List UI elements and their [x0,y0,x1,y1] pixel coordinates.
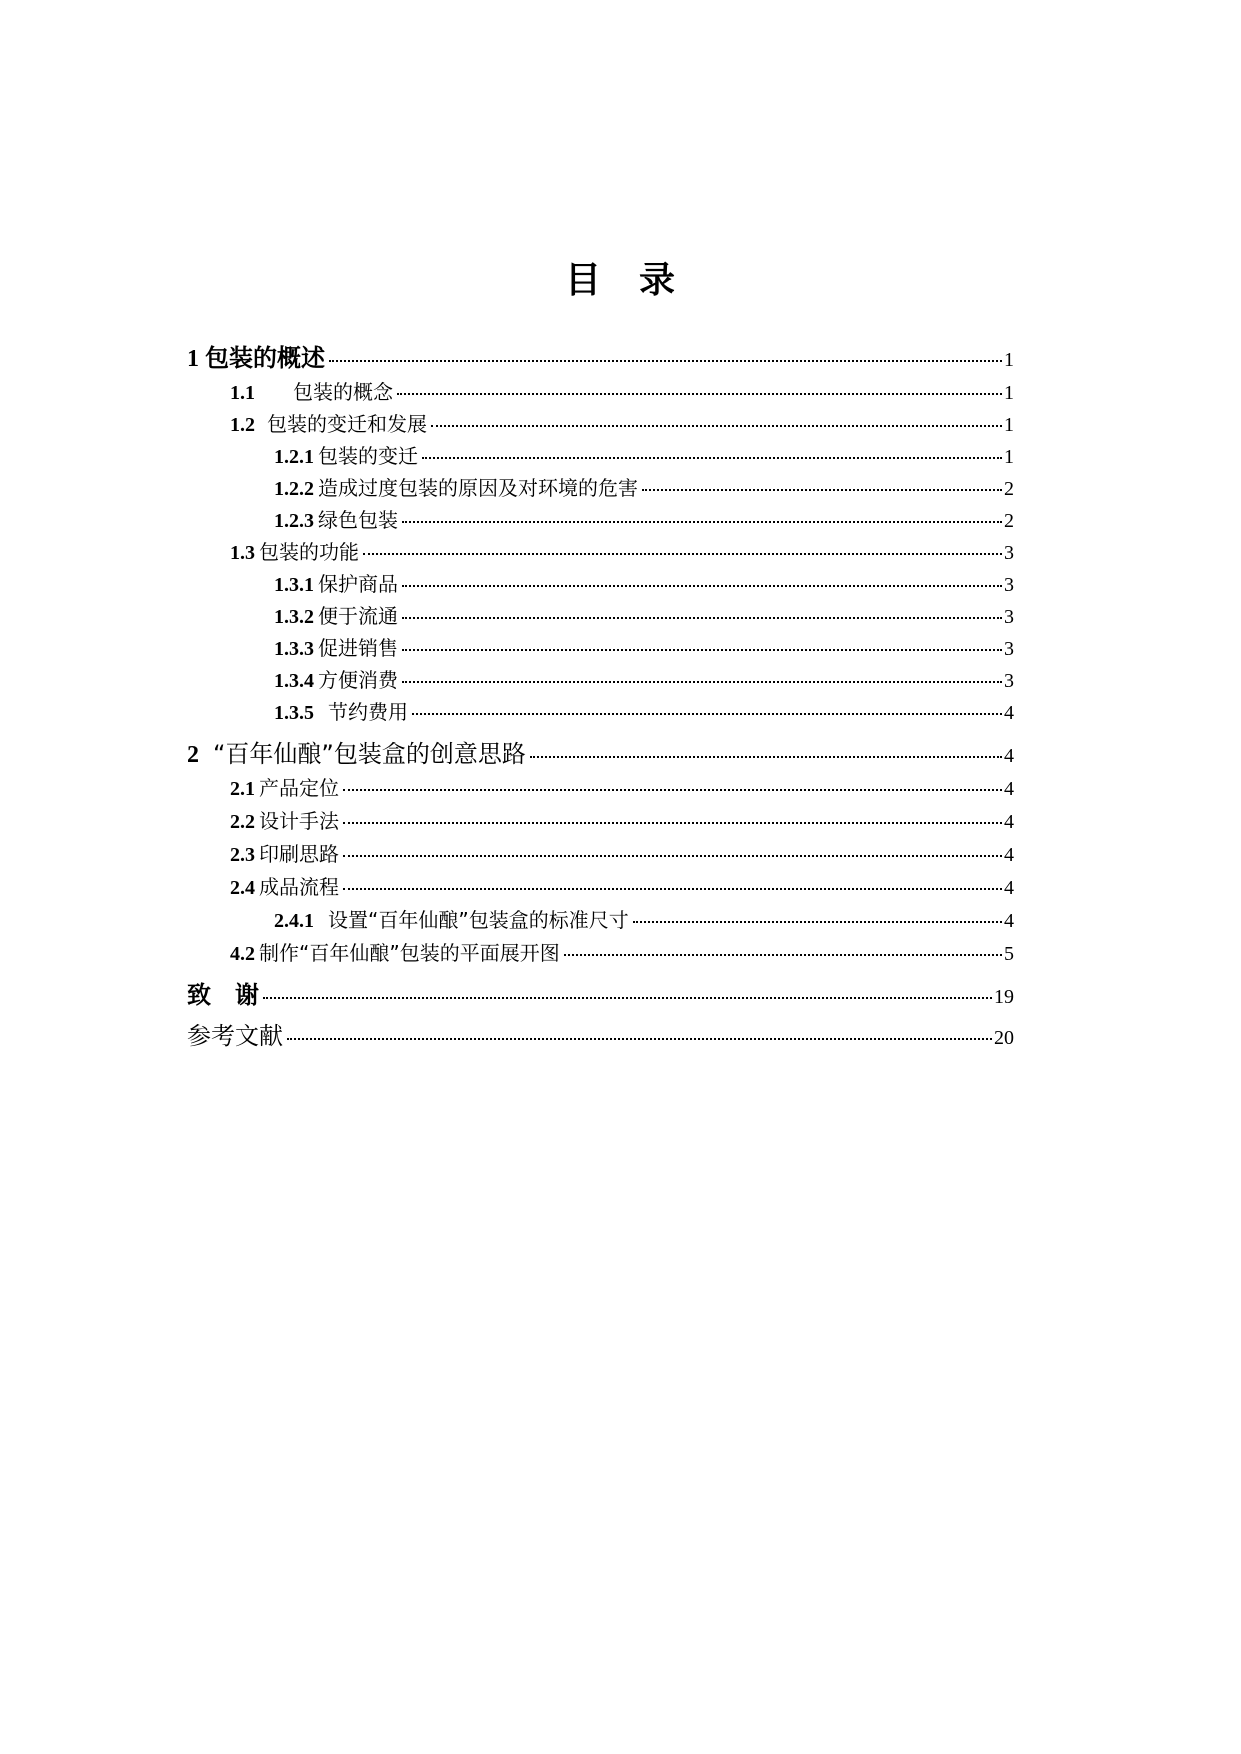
toc-leader-dots [329,360,1002,362]
toc-leader-dots [343,822,1002,824]
toc-entry-number: 1.2.2 [274,478,314,500]
toc-leader-dots [343,855,1002,857]
toc-leader-dots [402,649,1002,651]
toc-entry-page: 4 [1004,745,1014,767]
toc-entry-title: 包装的概述 [205,344,325,372]
toc-entry-title: 绿色包装 [318,508,398,532]
toc-entry-title: 包装的变迁 [318,444,418,468]
toc-entry-page: 4 [1004,910,1014,932]
toc-entry-page: 2 [1004,478,1014,500]
toc-leader-dots [633,921,1002,923]
toc-entry-title: 制作“百年仙酿”包装的平面展开图 [259,941,560,965]
toc-entry-number: 2 [187,742,199,768]
toc-entry-title: 方便消费 [318,668,398,692]
toc-entry-page: 1 [1004,382,1014,404]
toc-leader-dots [431,425,1002,427]
toc-leader-dots [412,713,1002,715]
toc-entry-number: 1.3.4 [274,670,314,692]
toc-entry-page: 3 [1004,638,1014,660]
toc-leader-dots [343,789,1002,791]
toc-entry[interactable] [187,975,1014,1010]
toc-entry[interactable] [230,871,1014,900]
toc-title: 目 录 [564,260,676,301]
toc-entry-number: 1.2.1 [274,446,314,468]
toc-entry[interactable] [274,632,1014,661]
toc-leader-dots [402,617,1002,619]
toc-entry-number: 2.4.1 [274,910,314,932]
toc-entry-title: 保护商品 [318,572,398,596]
toc-entry-number: 1.3 [230,542,255,564]
toc-entry-title: 包装的变迁和发展 [267,412,427,436]
toc-entry-number: 1.3.2 [274,606,314,628]
toc-entry[interactable] [230,838,1014,867]
toc-entry[interactable] [274,568,1014,597]
toc-entry[interactable] [274,904,1014,933]
toc-entry-title: 参考文献 [187,1022,283,1050]
toc-entry[interactable] [230,772,1014,801]
toc-entry-page: 4 [1004,877,1014,899]
toc-entry-title: 造成过度包装的原因及对环境的危害 [318,476,638,500]
toc-entry[interactable] [187,1016,1014,1051]
toc-leader-dots [343,888,1002,890]
toc-entry[interactable] [274,600,1014,629]
toc-entry-number: 2.3 [230,844,255,866]
toc-entry[interactable] [274,472,1014,501]
toc-entry-title: “百年仙酿”包装盒的创意思路 [213,740,526,768]
toc-leader-dots [402,585,1002,587]
toc-entry-page: 3 [1004,606,1014,628]
toc-entry[interactable] [187,338,1014,373]
toc-entry-number: 1.1 [230,382,255,404]
toc-entry-title: 便于流通 [318,604,398,628]
toc-entry[interactable] [187,734,1014,769]
toc-entry[interactable] [274,664,1014,693]
toc-leader-dots [397,393,1002,395]
toc-leader-dots [287,1038,992,1040]
toc-entry-number: 1.3.3 [274,638,314,660]
toc-entry-title: 成品流程 [259,875,339,899]
toc-leader-dots [422,457,1002,459]
toc-entry-number: 2.2 [230,811,255,833]
toc-entry[interactable] [274,696,1014,725]
toc-entry-title: 节约费用 [328,700,408,724]
toc-entry[interactable] [230,937,1014,966]
toc-entry-page: 5 [1004,943,1014,965]
toc-entry-page: 1 [1004,446,1014,468]
toc-entry-title: 印刷思路 [259,842,339,866]
toc-leader-dots [402,681,1002,683]
toc-entry[interactable] [230,805,1014,834]
toc-entry-number: 1 [187,346,199,372]
toc-entry[interactable] [230,536,1014,565]
toc-leader-dots [363,553,1002,555]
toc-entry-number: 2.4 [230,877,255,899]
toc-entry-page: 4 [1004,702,1014,724]
toc-entry-page: 4 [1004,811,1014,833]
toc-leader-dots [530,756,1002,758]
toc-leader-dots [263,997,992,999]
toc-entry-page: 1 [1004,414,1014,436]
toc-entry-title: 致 谢 [187,981,259,1009]
toc-entry-page: 4 [1004,844,1014,866]
toc-entry-number: 1.2 [230,414,255,436]
toc-entry-number: 1.2.3 [274,510,314,532]
toc-entry[interactable] [230,408,1014,437]
toc-entry-page: 4 [1004,778,1014,800]
toc-entry-page: 3 [1004,542,1014,564]
toc-entry-title: 促进销售 [318,636,398,660]
toc-leader-dots [642,489,1002,491]
toc-entry-title: 设计手法 [259,809,339,833]
toc-entry-number: 1.3.1 [274,574,314,596]
toc-entry-number: 2.1 [230,778,255,800]
toc-entry-title: 产品定位 [259,776,339,800]
toc-entry-number: 1.3.5 [274,702,314,724]
toc-entry-page: 20 [994,1027,1014,1049]
toc-entry[interactable] [274,440,1014,469]
toc-entry-number: 4.2 [230,943,255,965]
toc-entry-page: 3 [1004,574,1014,596]
toc-entry[interactable] [230,376,1014,405]
toc-leader-dots [564,954,1002,956]
toc-entry-page: 2 [1004,510,1014,532]
toc-entry-page: 1 [1004,349,1014,371]
toc-entry-title: 包装的功能 [259,540,359,564]
toc-entry[interactable] [274,504,1014,533]
toc-entry-title: 设置“百年仙酿”包装盒的标准尺寸 [328,908,629,932]
toc-entry-page: 3 [1004,670,1014,692]
toc-entry-title: 包装的概念 [293,380,393,404]
toc-leader-dots [402,521,1002,523]
toc-entry-page: 19 [994,986,1014,1008]
